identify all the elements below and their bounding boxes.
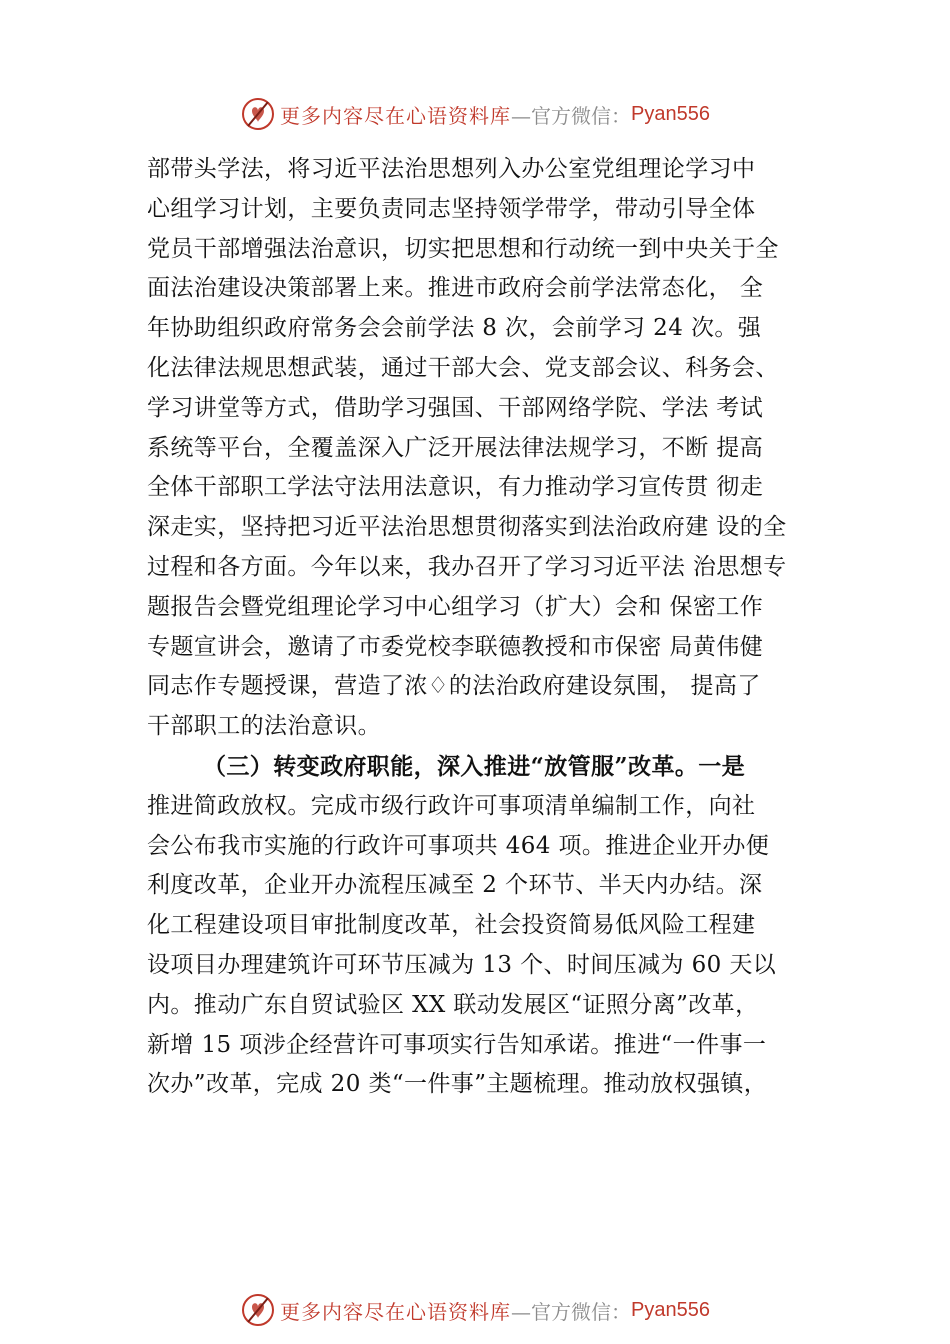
text-line: 同志作专题授课，营造了浓♢的法治政府建设氛围， 提高了 — [147, 673, 761, 700]
text-line: 化法律法规思想武装，通过干部大会、党支部会议、科务会、 — [147, 354, 779, 381]
header-banner — [0, 92, 950, 136]
text-line: 面法治建设决策部署上来。推进市政府会前学法常态化， 全 — [147, 275, 764, 302]
banner-wechat-id: Pyan556 — [631, 1298, 710, 1321]
text-line: 化工程建设项目审批制度改革，社会投资简易低风险工程建 — [147, 912, 756, 939]
text-line: 利度改革，企业开办流程压减至 2 个环节、半天内办结。深 — [147, 872, 763, 899]
text-line: 推进简政放权。完成市级行政许可事项清单编制工作，向社 — [147, 792, 756, 819]
text-line: 系统等平台，全覆盖深入广泛开展法律法规学习，不断 提高 — [147, 434, 764, 461]
text-line: 学习讲堂等方式，借助学习强国、干部网络学院、学法 考试 — [147, 394, 764, 421]
text-line: 专题宣讲会，邀请了市委党校李联德教授和市保密 局黄伟健 — [147, 633, 764, 660]
text-line: 部带头学法，将习近平法治思想列入办公室党组理论学习中 — [147, 156, 756, 182]
text-line: 全体干部职工学法守法用法意识，有力推动学习宣传贯 彻走 — [147, 474, 764, 501]
banner-separator: —官方微信： — [511, 103, 632, 128]
text-line: 内。推动广东自贸试验区 XX 联动发展区“证照分离”改革， — [147, 991, 759, 1018]
text-line: 会公布我市实施的行政许可事项共 464 项。推进企业开办便 — [147, 832, 770, 859]
heart-quill-logo-icon — [240, 96, 276, 132]
section-heading: （三）转变政府职能，深入推进“放管服”改革。一是 — [203, 752, 746, 780]
banner-text: 更多内容尽在心语资料库 — [280, 103, 512, 128]
text-line: 干部职工的法治意识。 — [147, 713, 381, 740]
text-line: 题报告会暨党组理论学习中心组学习（扩大）会和 保密工作 — [147, 593, 764, 620]
footer-banner — [0, 1288, 950, 1332]
banner-separator: —官方微信： — [511, 1299, 632, 1324]
text-line: 新增 15 项涉企经营许可事项实行告知承诺。推进“一件事一 — [147, 1031, 767, 1058]
banner-wechat-id: Pyan556 — [631, 102, 710, 125]
text-line: 党员干部增强法治意识，切实把思想和行动统一到中央关于全 — [147, 235, 779, 262]
text-line: 年协助组织政府常务会会前学法 8 次，会前学习 24 次。强 — [147, 315, 762, 342]
heart-quill-logo-icon — [240, 1292, 276, 1328]
text-line: 次办”改革，完成 20 类“一件事”主题梳理。推动放权强镇， — [147, 1071, 768, 1098]
text-line: 心组学习计划，主要负责同志坚持领学带学，带动引导全体 — [147, 195, 756, 222]
text-line: 设项目办理建筑许可环节压减为 13 个、时间压减为 60 天以 — [147, 951, 777, 978]
document-body — [147, 150, 847, 1105]
text-line: 深走实，坚持把习近平法治思想贯彻落实到法治政府建 设的全 — [147, 514, 787, 541]
banner-text: 更多内容尽在心语资料库 — [280, 1299, 512, 1324]
text-line: 过程和各方面。今年以来，我办召开了学习习近平法 治思想专 — [147, 553, 787, 580]
